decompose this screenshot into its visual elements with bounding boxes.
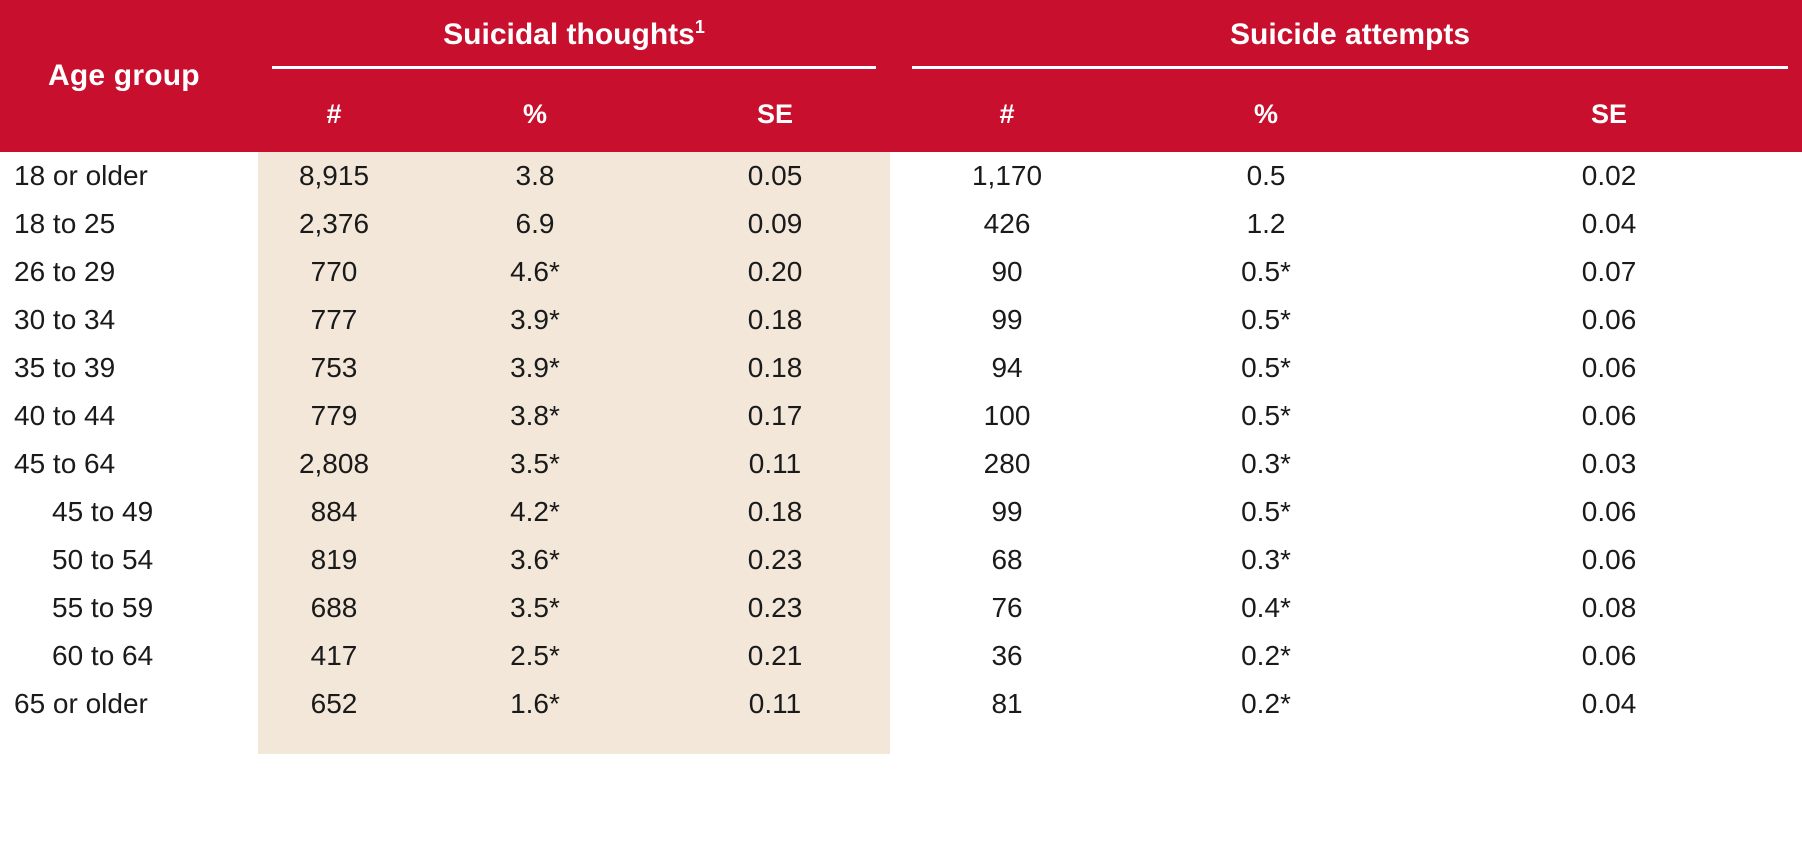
cell-thoughts-percent: 1.6* <box>410 680 660 728</box>
cell-attempts-percent: 0.5 <box>1116 152 1416 200</box>
table-row <box>0 440 1802 488</box>
cell-gap <box>890 296 898 344</box>
cell-thoughts-count: 777 <box>258 296 410 344</box>
header-age-group: Age group <box>0 0 258 152</box>
header-rule-suicidal-thoughts <box>272 66 876 69</box>
header-column-gap <box>890 0 898 79</box>
cell-attempts-count: 68 <box>898 536 1116 584</box>
cell-thoughts-percent: 3.5* <box>410 584 660 632</box>
cell-attempts-percent: 0.5* <box>1116 488 1416 536</box>
cell-attempts-count: 426 <box>898 200 1116 248</box>
table-header <box>0 0 1802 152</box>
table-row <box>0 152 1802 200</box>
cell-attempts-se: 0.03 <box>1416 440 1802 488</box>
cell-attempts-percent: 0.2* <box>1116 632 1416 680</box>
row-age-label: 45 to 49 <box>0 488 258 536</box>
cell-attempts-percent: 0.2* <box>1116 680 1416 728</box>
cell-attempts-se: 0.02 <box>1416 152 1802 200</box>
spacer-attempts-count <box>898 728 1116 754</box>
row-age-label: 35 to 39 <box>0 344 258 392</box>
cell-attempts-count: 99 <box>898 488 1116 536</box>
cell-thoughts-percent: 2.5* <box>410 632 660 680</box>
cell-thoughts-percent: 3.9* <box>410 344 660 392</box>
cell-thoughts-se: 0.20 <box>660 248 890 296</box>
cell-thoughts-se: 0.09 <box>660 200 890 248</box>
cell-gap <box>890 632 898 680</box>
cell-thoughts-se: 0.18 <box>660 488 890 536</box>
cell-attempts-count: 76 <box>898 584 1116 632</box>
spacer-thoughts-count <box>258 728 410 754</box>
cell-attempts-percent: 1.2 <box>1116 200 1416 248</box>
cell-gap <box>890 488 898 536</box>
header-thoughts-percent: % <box>410 79 660 152</box>
header-subcolumn-gap <box>890 79 898 152</box>
table-row <box>0 488 1802 536</box>
cell-thoughts-count: 770 <box>258 248 410 296</box>
row-age-label: 26 to 29 <box>0 248 258 296</box>
table-row <box>0 296 1802 344</box>
cell-gap <box>890 680 898 728</box>
cell-gap <box>890 200 898 248</box>
cell-thoughts-percent: 3.9* <box>410 296 660 344</box>
spacer-gap <box>890 728 898 754</box>
cell-thoughts-percent: 6.9 <box>410 200 660 248</box>
spacer-attempts-percent <box>1116 728 1416 754</box>
row-age-label: 40 to 44 <box>0 392 258 440</box>
cell-thoughts-percent: 4.6* <box>410 248 660 296</box>
cell-attempts-percent: 0.5* <box>1116 248 1416 296</box>
cell-thoughts-se: 0.05 <box>660 152 890 200</box>
header-group-suicidal-thoughts-label: Suicidal thoughts$^1$ <box>443 17 705 51</box>
cell-thoughts-se: 0.11 <box>660 440 890 488</box>
cell-attempts-count: 100 <box>898 392 1116 440</box>
cell-thoughts-count: 2,808 <box>258 440 410 488</box>
cell-gap <box>890 344 898 392</box>
cell-attempts-count: 1,170 <box>898 152 1116 200</box>
table-row <box>0 536 1802 584</box>
table-row <box>0 392 1802 440</box>
header-rule-suicide-attempts <box>912 66 1788 69</box>
footnote-marker-1: 1 <box>694 17 705 37</box>
cell-attempts-se: 0.08 <box>1416 584 1802 632</box>
spacer-age <box>0 728 258 754</box>
cell-attempts-count: 90 <box>898 248 1116 296</box>
cell-attempts-percent: 0.5* <box>1116 296 1416 344</box>
cell-thoughts-percent: 4.2* <box>410 488 660 536</box>
cell-attempts-count: 94 <box>898 344 1116 392</box>
cell-thoughts-count: 688 <box>258 584 410 632</box>
row-age-label: 30 to 34 <box>0 296 258 344</box>
cell-thoughts-se: 0.18 <box>660 344 890 392</box>
cell-gap <box>890 440 898 488</box>
row-age-label: 45 to 64 <box>0 440 258 488</box>
cell-thoughts-se: 0.18 <box>660 296 890 344</box>
cell-attempts-se: 0.06 <box>1416 296 1802 344</box>
cell-attempts-percent: 0.4* <box>1116 584 1416 632</box>
cell-gap <box>890 584 898 632</box>
spacer-thoughts-se <box>660 728 890 754</box>
cell-thoughts-percent: 3.6* <box>410 536 660 584</box>
cell-gap <box>890 152 898 200</box>
table-row <box>0 200 1802 248</box>
header-attempts-se: SE <box>1416 79 1802 152</box>
cell-gap <box>890 392 898 440</box>
cell-attempts-se: 0.06 <box>1416 344 1802 392</box>
spacer-attempts-se <box>1416 728 1802 754</box>
row-age-label: 18 to 25 <box>0 200 258 248</box>
table-row <box>0 248 1802 296</box>
row-age-label: 65 or older <box>0 680 258 728</box>
cell-thoughts-percent: 3.5* <box>410 440 660 488</box>
header-attempts-count: # <box>898 79 1116 152</box>
header-thoughts-count: # <box>258 79 410 152</box>
cell-attempts-se: 0.06 <box>1416 632 1802 680</box>
row-age-label: 18 or older <box>0 152 258 200</box>
table-row <box>0 680 1802 728</box>
cell-thoughts-count: 779 <box>258 392 410 440</box>
cell-attempts-percent: 0.3* <box>1116 440 1416 488</box>
table-body <box>0 152 1802 754</box>
spacer-thoughts-percent <box>410 728 660 754</box>
cell-thoughts-count: 8,915 <box>258 152 410 200</box>
cell-thoughts-percent: 3.8* <box>410 392 660 440</box>
row-age-label: 55 to 59 <box>0 584 258 632</box>
cell-thoughts-se: 0.23 <box>660 584 890 632</box>
cell-attempts-percent: 0.5* <box>1116 392 1416 440</box>
cell-attempts-count: 280 <box>898 440 1116 488</box>
cell-attempts-se: 0.04 <box>1416 200 1802 248</box>
table-row <box>0 632 1802 680</box>
cell-attempts-count: 36 <box>898 632 1116 680</box>
cell-thoughts-count: 819 <box>258 536 410 584</box>
cell-attempts-se: 0.07 <box>1416 248 1802 296</box>
header-row-subcolumns <box>0 79 1802 152</box>
row-age-label: 60 to 64 <box>0 632 258 680</box>
header-row-groups <box>0 0 1802 79</box>
cell-attempts-se: 0.06 <box>1416 488 1802 536</box>
cell-attempts-count: 99 <box>898 296 1116 344</box>
cell-thoughts-se: 0.23 <box>660 536 890 584</box>
cell-thoughts-se: 0.17 <box>660 392 890 440</box>
header-group-suicidal-thoughts <box>258 0 890 79</box>
cell-thoughts-count: 652 <box>258 680 410 728</box>
cell-attempts-percent: 0.5* <box>1116 344 1416 392</box>
header-group-suicide-attempts-label: Suicide attempts <box>1230 18 1471 51</box>
cell-thoughts-percent: 3.8 <box>410 152 660 200</box>
header-thoughts-se: SE <box>660 79 890 152</box>
cell-attempts-se: 0.06 <box>1416 536 1802 584</box>
cell-gap <box>890 248 898 296</box>
header-attempts-percent: % <box>1116 79 1416 152</box>
row-age-label: 50 to 54 <box>0 536 258 584</box>
table-bottom-spacer <box>0 728 1802 754</box>
cell-thoughts-count: 417 <box>258 632 410 680</box>
cell-thoughts-count: 753 <box>258 344 410 392</box>
cell-thoughts-count: 884 <box>258 488 410 536</box>
cell-attempts-percent: 0.3* <box>1116 536 1416 584</box>
cell-attempts-count: 81 <box>898 680 1116 728</box>
cell-gap <box>890 536 898 584</box>
cell-thoughts-se: 0.21 <box>660 632 890 680</box>
cell-thoughts-count: 2,376 <box>258 200 410 248</box>
table-row <box>0 584 1802 632</box>
cell-attempts-se: 0.06 <box>1416 392 1802 440</box>
header-group-suicide-attempts <box>898 0 1802 79</box>
cell-attempts-se: 0.04 <box>1416 680 1802 728</box>
table-row <box>0 344 1802 392</box>
cell-thoughts-se: 0.11 <box>660 680 890 728</box>
